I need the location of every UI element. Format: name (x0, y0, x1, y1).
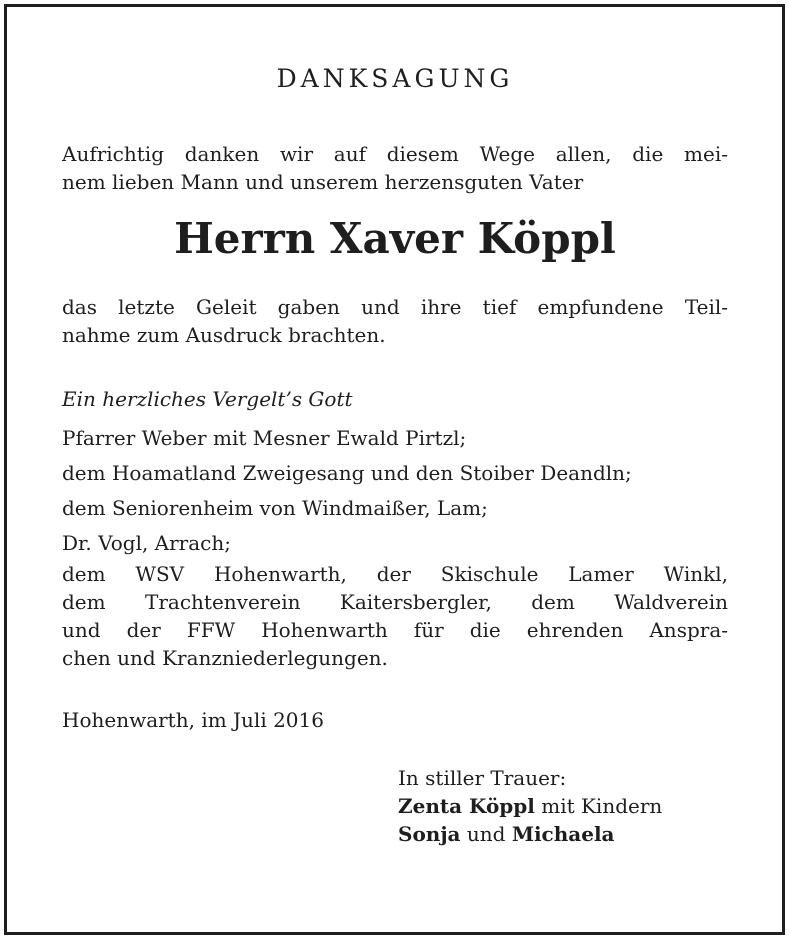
signature-line-1 (398, 792, 662, 820)
thanks-list-item: Dr. Vogl, Arrach; (62, 531, 231, 555)
final-thanks-paragraph (62, 560, 728, 672)
thanks-list-item: dem Seniorenheim von Windmaißer, Lam; (62, 496, 488, 520)
intro-line-2: nem lieben Mann und unserem herzensguten Vater (62, 170, 584, 194)
signature-name-sonja: Sonja (398, 822, 461, 846)
thanks-line-2: nahme zum Ausdruck brachten. (62, 323, 386, 347)
signature-with-children: mit Kindern (534, 794, 663, 818)
vergelts-gott (62, 385, 728, 413)
intro-line-1: Aufrichtig danken wir auf diesem Wege allen, die mei- (62, 142, 728, 166)
deceased-name: Herrn Xaver Köppl (174, 214, 616, 263)
final-thanks-line: dem WSV Hohenwarth, der Skischule Lamer Winkl, (62, 562, 728, 586)
thanks-line-1: das letzte Geleit gaben und ihre tief empfundene Teil- (62, 295, 728, 319)
thanks-list-item: dem Hoamatland Zweigesang und den Stoiber Deandln; (62, 461, 632, 485)
place-date (62, 706, 728, 734)
final-thanks-line: und der FFW Hohenwarth für die ehrenden Anspra- (62, 618, 728, 642)
thanks-paragraph (62, 293, 728, 349)
thanks-list (62, 424, 728, 557)
signature-name-michaela: Michaela (511, 822, 615, 846)
signature-block (398, 764, 662, 848)
signature-and: und (460, 822, 512, 846)
signature-line-2 (398, 820, 662, 848)
notice-heading: DANKSAGUNG (276, 64, 514, 93)
final-thanks-line: chen und Kranzniederlegungen. (62, 646, 388, 670)
thanks-list-item: Pfarrer Weber mit Mesner Ewald Pirtzl; (62, 426, 467, 450)
intro-paragraph (62, 140, 728, 196)
signature-intro: In stiller Trauer: (398, 766, 567, 790)
place-date-text: Hohenwarth, im Juli 2016 (62, 708, 324, 732)
vergelts-gott-text: Ein herzliches Vergelt’s Gott (62, 387, 353, 411)
signature-name-zenta: Zenta Köppl (398, 794, 535, 818)
final-thanks-line: dem Trachtenverein Kaitersbergler, dem Waldverein (62, 590, 728, 614)
